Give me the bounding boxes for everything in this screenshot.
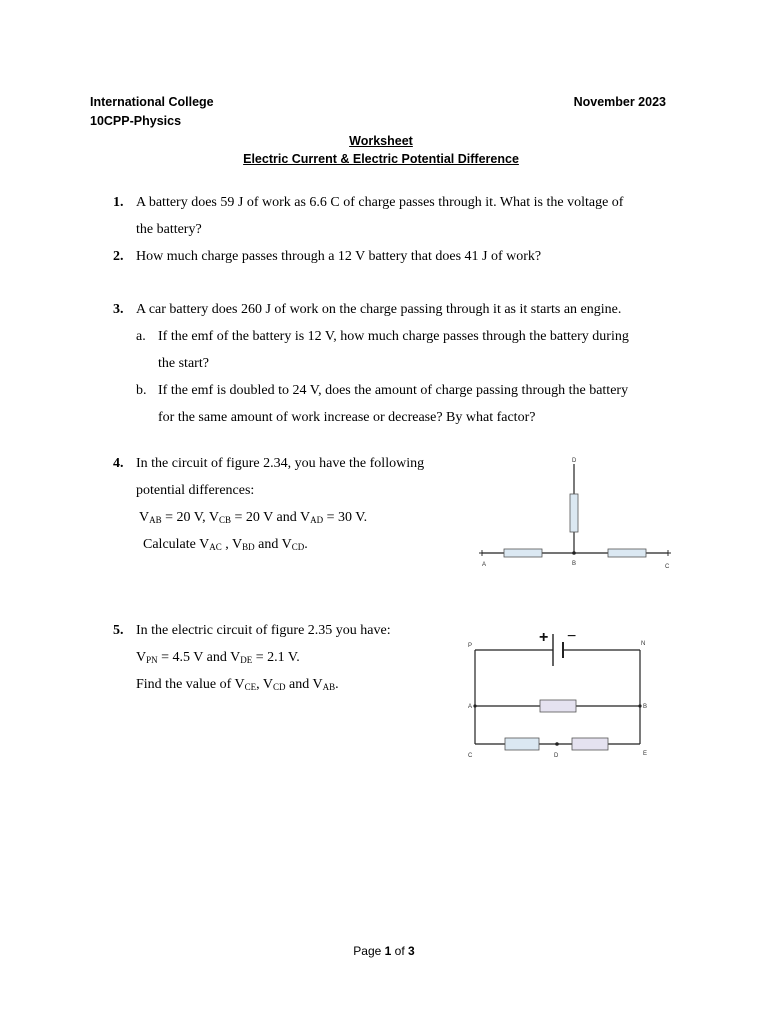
page-indicator: Page 1 of 3 bbox=[353, 944, 415, 958]
plus-sign: + bbox=[539, 629, 549, 646]
question-text: In the electric circuit of figure 2.35 you have: bbox=[136, 623, 391, 638]
calculate-prompt: Calculate $V_{AC}$ , $V_{BD}$ and $V_{CD}$. bbox=[143, 537, 308, 552]
resistor-ab bbox=[504, 549, 542, 557]
label-c: C bbox=[468, 753, 473, 759]
question-text: In the circuit of figure 2.34, you have the following bbox=[136, 456, 425, 471]
part-text: for the same amount of work increase or decrease? By what factor? bbox=[158, 410, 536, 425]
resistor-de bbox=[572, 738, 608, 750]
resistor-cd bbox=[505, 738, 539, 750]
label-b: B bbox=[643, 704, 648, 710]
worksheet-subtitle: Electric Current & Electric Potential Difference bbox=[243, 152, 519, 166]
label-a: A bbox=[482, 562, 487, 568]
label-c: C bbox=[665, 564, 670, 570]
resistor-bc bbox=[608, 549, 646, 557]
question-number: 3. bbox=[113, 302, 124, 317]
part-text: If the emf of the battery is 12 V, how much charge passes through the battery during bbox=[158, 329, 629, 344]
resistor-ab bbox=[540, 700, 576, 712]
label-d: D bbox=[572, 458, 577, 464]
label-n: N bbox=[641, 641, 646, 647]
terminal-c bbox=[665, 550, 671, 556]
node-d bbox=[555, 742, 559, 746]
resistor-bd bbox=[570, 494, 578, 532]
node-b bbox=[572, 551, 576, 555]
question-number: 1. bbox=[113, 195, 124, 210]
part-label: a. bbox=[136, 329, 146, 344]
question-text: How much charge passes through a 12 V battery that does 41 J of work? bbox=[136, 249, 542, 264]
worksheet-date: November 2023 bbox=[573, 95, 666, 109]
node-a bbox=[473, 704, 476, 707]
worksheet-title: Worksheet bbox=[349, 134, 413, 148]
find-prompt: Find the value of $V_{CE}$, $V_{CD}$ and $V_{AB}$. bbox=[136, 677, 339, 692]
question-number: 2. bbox=[113, 249, 124, 264]
question-text: the battery? bbox=[136, 222, 202, 237]
given-values: $V_{AB} = 20$ V, $V_{CB} = 20$ V and $V_{AD} = 30$ V. bbox=[139, 510, 368, 525]
question-number: 5. bbox=[113, 623, 124, 638]
part-text: the start? bbox=[158, 356, 209, 371]
course-code: 10CPP-Physics bbox=[90, 114, 182, 128]
question-number: 4. bbox=[113, 456, 124, 471]
school-name: International College bbox=[90, 95, 214, 109]
part-text: If the emf is doubled to 24 V, does the amount of charge passing through the battery bbox=[158, 383, 629, 398]
minus-sign: − bbox=[567, 628, 577, 645]
label-a: A bbox=[468, 704, 473, 710]
part-label: b. bbox=[136, 383, 147, 398]
label-e: E bbox=[643, 751, 648, 757]
label-b: B bbox=[572, 561, 577, 567]
node-b bbox=[638, 704, 641, 707]
label-p: P bbox=[468, 643, 473, 649]
question-text: A battery does 59 J of work as 6.6 C of charge passes through it. What is the voltage of bbox=[136, 195, 624, 210]
figure-2-35-circuit bbox=[455, 620, 670, 765]
given-values: $V_{PN} = 4.5$ V and $V_{DE} = 2.1$ V. bbox=[136, 650, 300, 665]
terminal-a bbox=[479, 550, 485, 556]
question-text: A car battery does 260 J of work on the charge passing through it as it starts an engine. bbox=[136, 302, 622, 317]
question-text: potential differences: bbox=[136, 483, 255, 498]
figure-2-34-circuit bbox=[470, 450, 685, 580]
label-d: D bbox=[554, 753, 559, 759]
